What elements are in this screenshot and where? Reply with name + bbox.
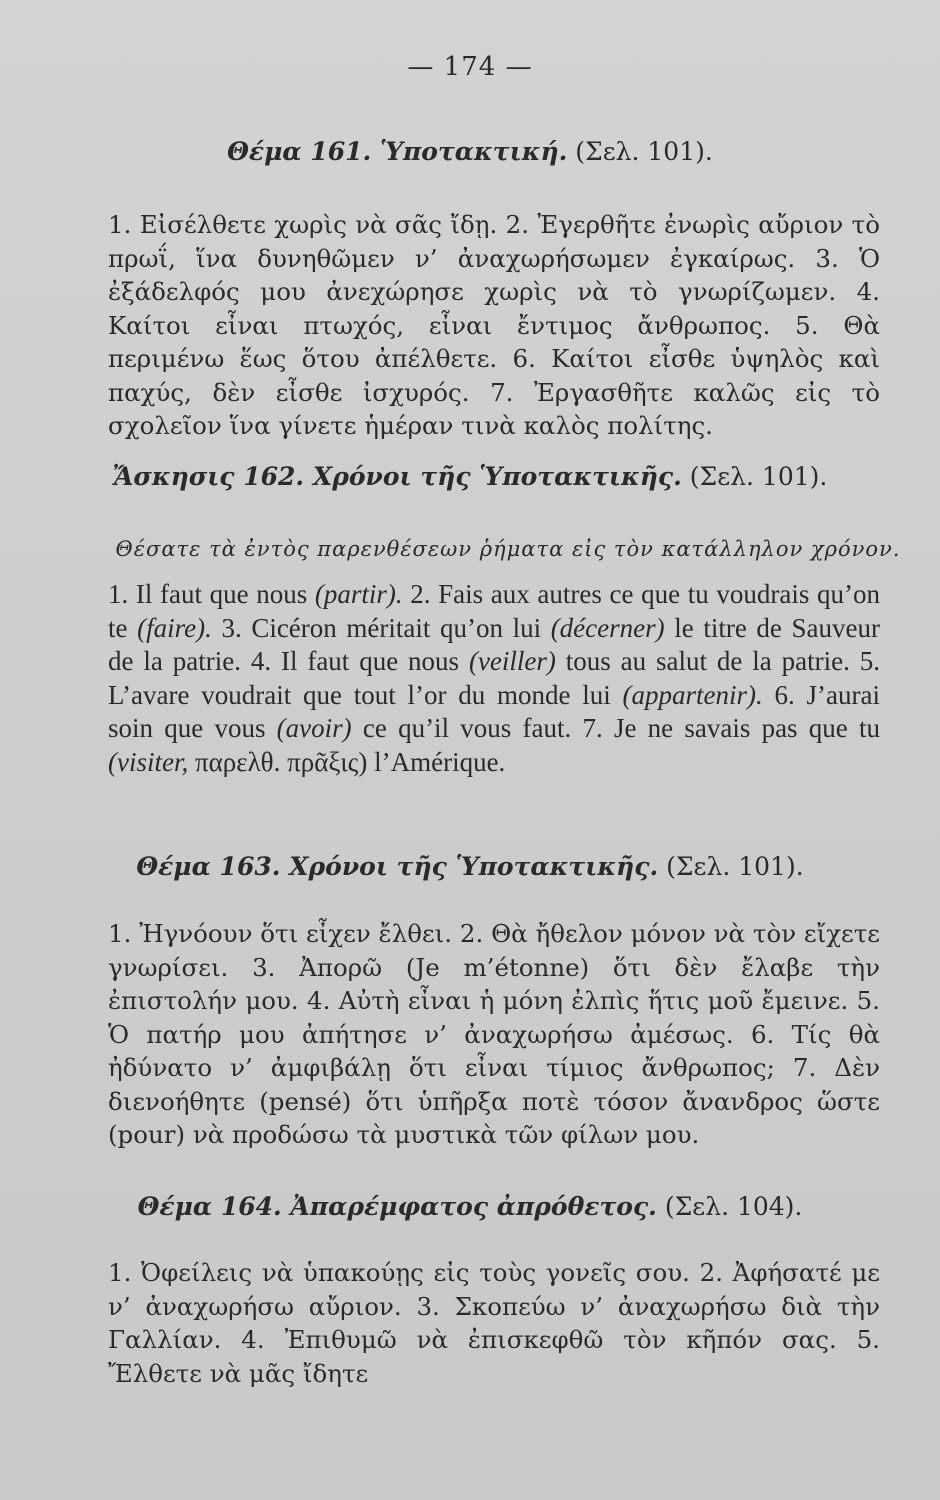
section-164-heading <box>0 1192 940 1221</box>
section-161-text: 1. Εἰσέλθετε χωρὶς νὰ σᾶς ἴδῃ. 2. Ἐγερθῆτε ἐνωρὶς αὔριον τὸ πρωΐ, ἵνα δυνηθῶμεν ν’ ἀναχωρήσωμεν ἐγκαίρως. 3. Ὁ ἐξάδελφός μου ἀνεχώρησε χωρὶς νὰ τὸ γνωρίζωμεν. 4. Καίτοι εἶναι πτωχός, εἶναι ἔντιμος ἄνθρωπος. 5. Θὰ περιμένω ἕως ὅτου ἀπέλθετε. 6. Καίτοι εἶσθε ὑψηλὸς καὶ παχύς, δὲν εἶσθε ἰσχυρός. 7. Ἐργασθῆτε καλῶς εἰς τὸ σχολεῖον ἵνα γίνετε ἡμέραν τινὰ καλὸς πολίτης. <box>108 210 880 440</box>
verb-appartenir: (appartenir). <box>622 679 763 710</box>
verb-avoir: (avoir) <box>276 713 352 743</box>
sentence-2: 2. Fais aux autres ce que tu voudrais qu’on te <box>108 579 880 643</box>
sentence-3b: le titre de Sauveur de la patrie. 4. Il faut que nous <box>108 612 880 676</box>
section-162-instruction: Θέσατε τὰ ἐντὸς παρενθέσεων ῥήματα εἰς τὸν κατάλληλον χρόνον. <box>115 537 901 561</box>
page-number: — 174 — <box>407 52 533 82</box>
section-163-title: Θέμα 163. Χρόνοι τῆς Ὑποτακτικῆς. <box>136 852 659 881</box>
section-164-ref: (Σελ. 104). <box>664 1192 803 1221</box>
sentence-6b: ce qu’il vous faut. 7. Je ne savais pas que tu <box>351 713 880 743</box>
section-161-heading <box>0 137 940 166</box>
section-162-title: Ἄσκησις 162. Χρόνοι τῆς Ὑποτακτικῆς. <box>112 462 682 491</box>
section-163-text: 1. Ἠγνόουν ὅτι εἶχεν ἔλθει. 2. Θὰ ἤθελον μόνον νὰ τὸν εἴχετε γνωρίσει. 3. Ἀπορῶ (Je m’étonne) ὅτι δὲν ἔλαβε τὴν ἐπιστολήν μου. 4. Αὐτὴ εἶναι ἡ μόνη ἐλπὶς ἥτις μοῦ ἔμεινε. 5. Ὁ πατήρ μου ἀπήτησε ν’ ἀναχωρήσω ἀμέσως. 6. Τίς θὰ ἠδύνατο ν’ ἀμφιβάλῃ ὅτι εἶναι τίμιος ἄνθρωπος; 7. Δὲν διενοήθητε (pensé) ὅτι ὑπῆρξα ποτὲ τόσον ἄνανδρος ὥστε (pour) νὰ προδώσω τὰ μυστικὰ τῶν φίλων μου. <box>108 919 880 1149</box>
sentence-7b: παρελθ. πρᾶξις) l’Amérique. <box>188 746 506 777</box>
section-162-text <box>108 578 880 779</box>
section-164-title: Θέμα 164. Ἀπαρέμφατος ἀπρόθετος. <box>137 1192 657 1221</box>
verb-veiller: (veiller) <box>468 646 556 676</box>
section-164-text: 1. Ὀφείλεις νὰ ὑπακούῃς εἰς τοὺς γονεῖς σου. 2. Ἀφήσατέ με ν’ ἀναχωρήσω αὔριον. 3. Σκοπεύω ν’ ἀναχωρήσω διὰ τὴν Γαλλίαν. 4. Ἐπιθυμῶ νὰ ἐπισκεφθῶ τὸν κῆπόν σας. 5. Ἔλθετε νὰ μᾶς ἴδητε <box>108 1258 880 1388</box>
section-162-ref: (Σελ. 101). <box>689 462 828 491</box>
section-163-ref: (Σελ. 101). <box>666 852 804 881</box>
section-161-ref: (Σελ. 101). <box>575 137 713 166</box>
sentence-6: 6. J’aurai soin que vous <box>108 679 880 743</box>
section-161-title: Θέμα 161. Ὑποτακτική. <box>227 137 568 166</box>
section-163-heading <box>0 852 940 881</box>
verb-partir: (partir). <box>314 579 403 609</box>
verb-visiter: (visiter, <box>108 746 189 777</box>
sentence-3: 3. Cicéron méritait qu’on lui <box>211 612 551 643</box>
sentence-4b: tous au salut de la patrie. 5. L’avare voudrait que tout l’or du monde lui <box>108 646 880 710</box>
section-162-heading <box>0 462 940 491</box>
sentence-1: 1. Il faut que nous <box>108 579 315 609</box>
verb-decerner: (décerner) <box>550 612 665 643</box>
verb-faire: (faire). <box>137 612 212 643</box>
